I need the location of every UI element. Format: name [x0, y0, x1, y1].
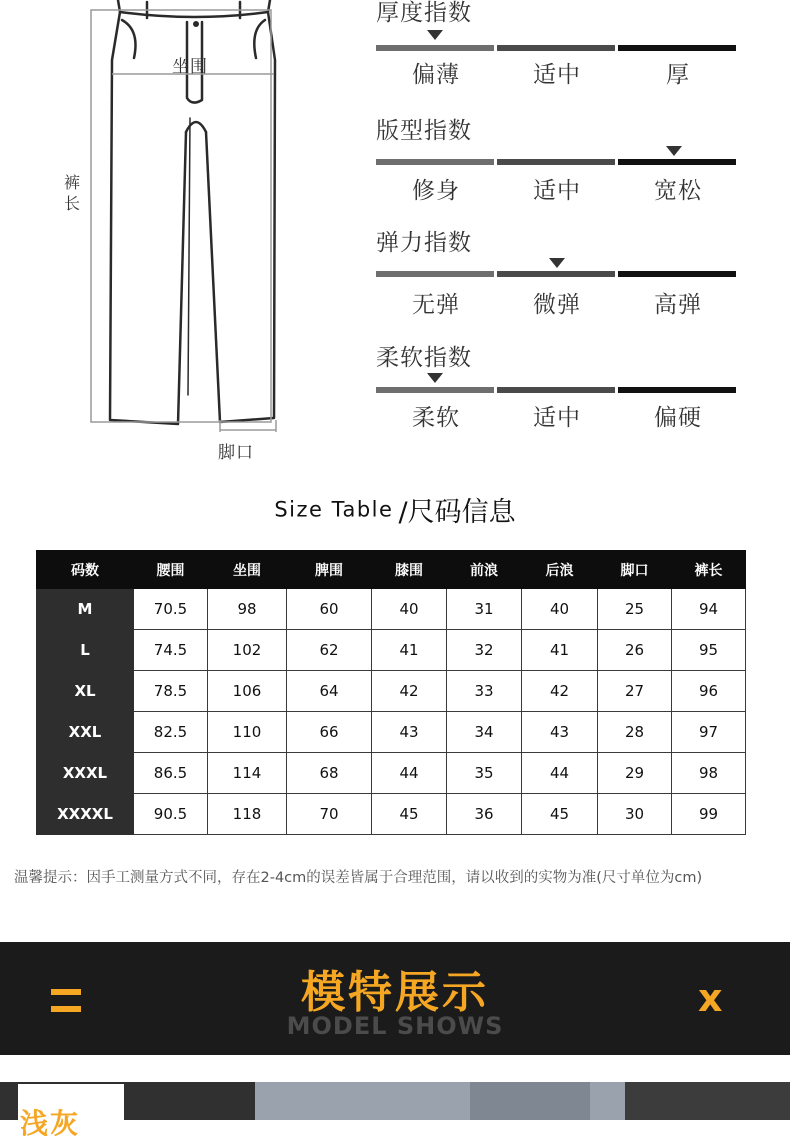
model-show-banner	[0, 942, 790, 1055]
table-cell: 94	[672, 589, 746, 630]
index-option: 无弹	[412, 292, 460, 318]
table-cell: 70.5	[134, 589, 208, 630]
table-cell: 43	[372, 712, 447, 753]
pants-diagram	[0, 0, 330, 470]
index-option: 微弹	[533, 292, 581, 318]
model-photo	[0, 1082, 790, 1140]
table-row	[37, 712, 746, 753]
indicator-marker-icon	[666, 146, 682, 156]
table-row	[37, 794, 746, 835]
table-row	[37, 671, 746, 712]
table-cell: 102	[208, 630, 287, 671]
size-cell: L	[37, 630, 134, 671]
index-option: 适中	[533, 405, 581, 431]
size-table-heading-en: Size Table	[274, 497, 394, 522]
table-cell: 45	[372, 794, 447, 835]
table-cell: 44	[372, 753, 447, 794]
size-table	[36, 550, 746, 835]
table-cell: 28	[598, 712, 672, 753]
index-scale-bar	[376, 271, 736, 277]
index-option: 偏硬	[654, 405, 702, 431]
table-cell: 62	[287, 630, 372, 671]
table-cell: 40	[372, 589, 447, 630]
table-cell: 96	[672, 671, 746, 712]
table-cell: 82.5	[134, 712, 208, 753]
index-option: 修身	[412, 178, 460, 204]
index-title: 版型指数	[376, 118, 472, 144]
index-title: 柔软指数	[376, 345, 472, 371]
table-cell: 118	[208, 794, 287, 835]
banner-subtitle: MODEL SHOWS	[286, 1012, 504, 1040]
measurement-note: 温馨提示：因手工测量方式不同，存在2-4cm的误差皆属于合理范围，请以收到的实物为准(尺寸单位为cm)	[14, 870, 703, 886]
column-header: 前浪	[447, 551, 522, 589]
column-header: 脚口	[598, 551, 672, 589]
table-cell: 44	[522, 753, 598, 794]
table-cell: 30	[598, 794, 672, 835]
column-header: 膝围	[372, 551, 447, 589]
table-cell: 60	[287, 589, 372, 630]
banner-title: 模特展示	[301, 967, 489, 1018]
table-cell: 35	[447, 753, 522, 794]
table-cell: 32	[447, 630, 522, 671]
column-header: 脾围	[287, 551, 372, 589]
table-cell: 41	[372, 630, 447, 671]
table-cell: 98	[208, 589, 287, 630]
color-tag-label: 浅灰	[20, 1107, 81, 1140]
size-cell: XXXL	[37, 753, 134, 794]
table-cell: 42	[522, 671, 598, 712]
table-row	[37, 753, 746, 794]
table-cell: 70	[287, 794, 372, 835]
table-cell: 40	[522, 589, 598, 630]
table-cell: 74.5	[134, 630, 208, 671]
table-cell: 68	[287, 753, 372, 794]
indicator-marker-icon	[549, 258, 565, 268]
index-option: 高弹	[654, 292, 702, 318]
table-cell: 64	[287, 671, 372, 712]
index-title: 厚度指数	[376, 0, 472, 26]
index-option: 宽松	[654, 178, 702, 204]
index-option: 偏薄	[412, 62, 460, 88]
table-cell: 90.5	[134, 794, 208, 835]
table-cell: 106	[208, 671, 287, 712]
thickness-index	[376, 0, 736, 104]
size-cell: XXXXL	[37, 794, 134, 835]
index-scale-bar	[376, 159, 736, 165]
size-table-heading	[0, 490, 790, 529]
index-scale-bar	[376, 45, 736, 51]
table-cell: 25	[598, 589, 672, 630]
table-cell: 86.5	[134, 753, 208, 794]
close-x-icon: x	[698, 976, 723, 1020]
column-header: 腰围	[134, 551, 208, 589]
table-cell: 45	[522, 794, 598, 835]
column-header: 裤长	[672, 551, 746, 589]
table-row	[37, 630, 746, 671]
table-cell: 41	[522, 630, 598, 671]
shirt-shadow	[470, 1082, 590, 1120]
index-option: 厚	[666, 62, 690, 88]
table-cell: 36	[447, 794, 522, 835]
table-cell: 98	[672, 753, 746, 794]
hem-label: 脚口	[218, 443, 254, 463]
table-cell: 27	[598, 671, 672, 712]
seat-label: 坐围	[172, 57, 208, 77]
table-cell: 66	[287, 712, 372, 753]
table-cell: 99	[672, 794, 746, 835]
softness-index	[376, 339, 736, 449]
index-title: 弹力指数	[376, 230, 472, 256]
table-cell: 34	[447, 712, 522, 753]
table-row	[37, 589, 746, 630]
pants-outline-icon	[0, 0, 330, 470]
size-cell: XXL	[37, 712, 134, 753]
elasticity-index	[376, 224, 736, 334]
index-option: 柔软	[412, 405, 460, 431]
column-header: 码数	[37, 551, 134, 589]
table-cell: 78.5	[134, 671, 208, 712]
table-cell: 33	[447, 671, 522, 712]
indicator-marker-icon	[427, 30, 443, 40]
table-header-row	[37, 551, 746, 589]
table-cell: 26	[598, 630, 672, 671]
index-option: 适中	[533, 62, 581, 88]
size-table-heading-cn: /尺码信息	[398, 497, 516, 528]
table-cell: 114	[208, 753, 287, 794]
index-option: 适中	[533, 178, 581, 204]
table-cell: 29	[598, 753, 672, 794]
table-cell: 95	[672, 630, 746, 671]
size-cell: XL	[37, 671, 134, 712]
column-header: 后浪	[522, 551, 598, 589]
table-cell: 110	[208, 712, 287, 753]
table-cell: 31	[447, 589, 522, 630]
indicator-marker-icon	[427, 373, 443, 383]
table-cell: 43	[522, 712, 598, 753]
fit-index	[376, 112, 736, 222]
background-dark	[625, 1082, 790, 1120]
length-label: 裤长	[64, 173, 82, 213]
index-scale-bar	[376, 387, 736, 393]
table-cell: 42	[372, 671, 447, 712]
table-cell: 97	[672, 712, 746, 753]
size-cell: M	[37, 589, 134, 630]
column-header: 坐围	[208, 551, 287, 589]
